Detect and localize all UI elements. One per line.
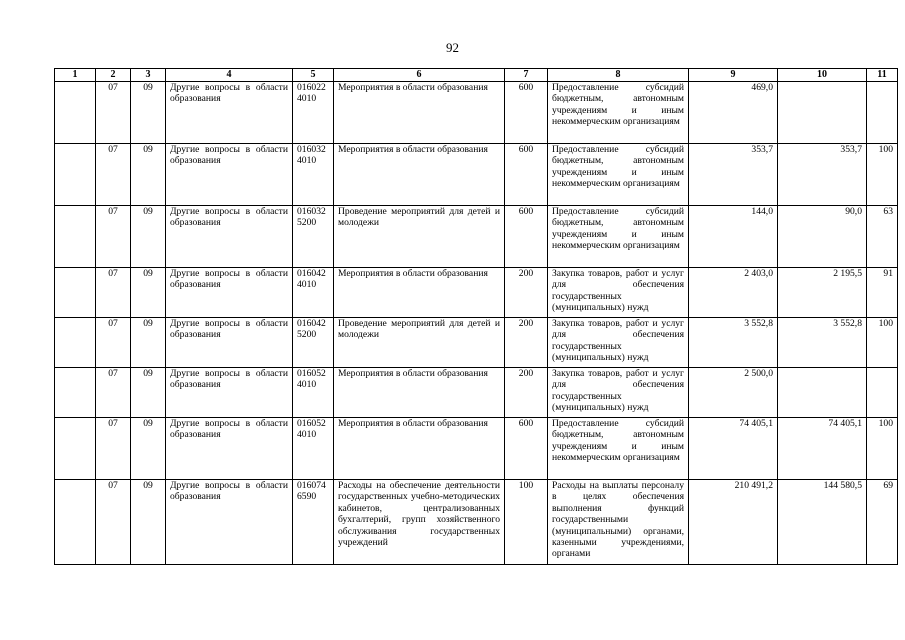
target-code-part1: 016022 <box>297 82 326 93</box>
column-header-10: 10 <box>778 69 867 82</box>
cell-actual-amount <box>778 82 867 144</box>
cell-planned-amount: 210 491,2 <box>689 480 778 565</box>
cell-expense-type-name: Закупка товаров, работ и услуг для обеспечения государственных (муниципальных) нужд <box>548 268 689 318</box>
target-code-part2: 4010 <box>297 429 317 441</box>
cell-target-code <box>293 368 334 418</box>
cell-actual-amount: 144 580,5 <box>778 480 867 565</box>
cell-section-name: Другие вопросы в области образования <box>166 418 293 480</box>
target-code-part2: 5200 <box>297 217 317 229</box>
cell-section-name: Другие вопросы в области образования <box>166 318 293 368</box>
cell-item-name: Проведение мероприятий для детей и молодежи <box>334 318 505 368</box>
cell-planned-amount: 353,7 <box>689 144 778 206</box>
cell-actual-amount: 3 552,8 <box>778 318 867 368</box>
cell-expense-type-name: Закупка товаров, работ и услуг для обеспечения государственных (муниципальных) нужд <box>548 318 689 368</box>
cell-actual-amount: 353,7 <box>778 144 867 206</box>
cell-subsection: 09 <box>131 206 166 268</box>
cell-subsection: 09 <box>131 368 166 418</box>
cell-percent: 100 <box>867 318 898 368</box>
cell-target-code <box>293 82 334 144</box>
cell-planned-amount: 74 405,1 <box>689 418 778 480</box>
cell-percent: 100 <box>867 418 898 480</box>
cell-section-name: Другие вопросы в области образования <box>166 206 293 268</box>
cell-col1 <box>55 318 96 368</box>
cell-item-name: Проведение мероприятий для детей и молодежи <box>334 206 505 268</box>
cell-percent: 91 <box>867 268 898 318</box>
cell-expense-type-code: 600 <box>505 418 548 480</box>
cell-planned-amount: 2 403,0 <box>689 268 778 318</box>
cell-expense-type-code: 600 <box>505 206 548 268</box>
column-header-8: 8 <box>548 69 689 82</box>
column-header-2: 2 <box>96 69 131 82</box>
table-row <box>55 82 898 144</box>
cell-target-code <box>293 206 334 268</box>
target-code-part2: 4010 <box>297 93 317 105</box>
target-code-part1: 016042 <box>297 318 326 329</box>
table-row <box>55 318 898 368</box>
target-code-part1: 016052 <box>297 418 326 429</box>
cell-col1 <box>55 418 96 480</box>
cell-target-code <box>293 318 334 368</box>
cell-expense-type-name: Расходы на выплаты персоналу в целях обеспечения выполнения функций государственными (муниципальными) органами, казенными учреждениями, органами <box>548 480 689 565</box>
cell-col1 <box>55 480 96 565</box>
target-code-part1: 016052 <box>297 368 326 379</box>
cell-subsection: 09 <box>131 268 166 318</box>
target-code-part2: 6590 <box>297 491 317 503</box>
cell-section: 07 <box>96 318 131 368</box>
cell-planned-amount: 144,0 <box>689 206 778 268</box>
cell-subsection: 09 <box>131 418 166 480</box>
cell-item-name: Мероприятия в области образования <box>334 144 505 206</box>
cell-percent: 63 <box>867 206 898 268</box>
cell-actual-amount <box>778 368 867 418</box>
cell-section: 07 <box>96 144 131 206</box>
cell-section-name: Другие вопросы в области образования <box>166 82 293 144</box>
cell-item-name: Мероприятия в области образования <box>334 418 505 480</box>
column-header-5: 5 <box>293 69 334 82</box>
cell-expense-type-code: 600 <box>505 82 548 144</box>
table-header-row <box>55 69 898 82</box>
page-number: 92 <box>446 40 459 55</box>
column-header-4: 4 <box>166 69 293 82</box>
table-row <box>55 268 898 318</box>
target-code-part1: 016032 <box>297 144 326 155</box>
cell-col1 <box>55 82 96 144</box>
cell-subsection: 09 <box>131 480 166 565</box>
cell-percent: 69 <box>867 480 898 565</box>
cell-section: 07 <box>96 480 131 565</box>
cell-col1 <box>55 144 96 206</box>
cell-percent <box>867 82 898 144</box>
column-header-7: 7 <box>505 69 548 82</box>
cell-col1 <box>55 368 96 418</box>
cell-expense-type-name: Предоставление субсидий бюджетным, автономным учреждениям и иным некоммерческим организациям <box>548 82 689 144</box>
column-header-1: 1 <box>55 69 96 82</box>
cell-expense-type-code: 200 <box>505 318 548 368</box>
column-header-6: 6 <box>334 69 505 82</box>
cell-col1 <box>55 206 96 268</box>
cell-target-code <box>293 480 334 565</box>
table-row <box>55 206 898 268</box>
cell-expense-type-code: 100 <box>505 480 548 565</box>
target-code-part1: 016042 <box>297 268 326 279</box>
column-header-3: 3 <box>131 69 166 82</box>
column-header-11: 11 <box>867 69 898 82</box>
column-header-9: 9 <box>689 69 778 82</box>
cell-expense-type-code: 200 <box>505 368 548 418</box>
table-row <box>55 144 898 206</box>
target-code-part2: 5200 <box>297 329 317 341</box>
budget-table <box>54 68 898 565</box>
cell-target-code <box>293 268 334 318</box>
target-code-part2: 4010 <box>297 155 317 167</box>
cell-expense-type-code: 200 <box>505 268 548 318</box>
cell-subsection: 09 <box>131 318 166 368</box>
target-code-part2: 4010 <box>297 379 317 391</box>
cell-planned-amount: 3 552,8 <box>689 318 778 368</box>
cell-expense-type-name: Предоставление субсидий бюджетным, автономным учреждениям и иным некоммерческим организациям <box>548 144 689 206</box>
cell-item-name: Мероприятия в области образования <box>334 268 505 318</box>
cell-expense-type-name: Предоставление субсидий бюджетным, автономным учреждениям и иным некоммерческим организациям <box>548 206 689 268</box>
cell-subsection: 09 <box>131 82 166 144</box>
cell-section: 07 <box>96 82 131 144</box>
cell-actual-amount: 74 405,1 <box>778 418 867 480</box>
cell-item-name: Расходы на обеспечение деятельности государственных учебно-методических кабинетов, централизованных бухгалтерий, групп хозяйственного обслуживания государственных учреждений <box>334 480 505 565</box>
cell-planned-amount: 2 500,0 <box>689 368 778 418</box>
cell-expense-type-name: Предоставление субсидий бюджетным, автономным учреждениям и иным некоммерческим организациям <box>548 418 689 480</box>
table-row <box>55 480 898 565</box>
cell-subsection: 09 <box>131 144 166 206</box>
cell-section-name: Другие вопросы в области образования <box>166 368 293 418</box>
cell-section-name: Другие вопросы в области образования <box>166 268 293 318</box>
target-code-part2: 4010 <box>297 279 317 291</box>
target-code-part1: 016074 <box>297 480 326 491</box>
cell-section: 07 <box>96 368 131 418</box>
target-code-part1: 016032 <box>297 206 326 217</box>
cell-item-name: Мероприятия в области образования <box>334 82 505 144</box>
cell-percent <box>867 368 898 418</box>
cell-percent: 100 <box>867 144 898 206</box>
table-row <box>55 418 898 480</box>
cell-section: 07 <box>96 418 131 480</box>
cell-target-code <box>293 144 334 206</box>
cell-actual-amount: 2 195,5 <box>778 268 867 318</box>
cell-expense-type-name: Закупка товаров, работ и услуг для обеспечения государственных (муниципальных) нужд <box>548 368 689 418</box>
cell-section: 07 <box>96 206 131 268</box>
cell-item-name: Мероприятия в области образования <box>334 368 505 418</box>
cell-target-code <box>293 418 334 480</box>
cell-section: 07 <box>96 268 131 318</box>
cell-section-name: Другие вопросы в области образования <box>166 144 293 206</box>
table-row <box>55 368 898 418</box>
cell-planned-amount: 469,0 <box>689 82 778 144</box>
cell-actual-amount: 90,0 <box>778 206 867 268</box>
cell-expense-type-code: 600 <box>505 144 548 206</box>
cell-col1 <box>55 268 96 318</box>
cell-section-name: Другие вопросы в области образования <box>166 480 293 565</box>
